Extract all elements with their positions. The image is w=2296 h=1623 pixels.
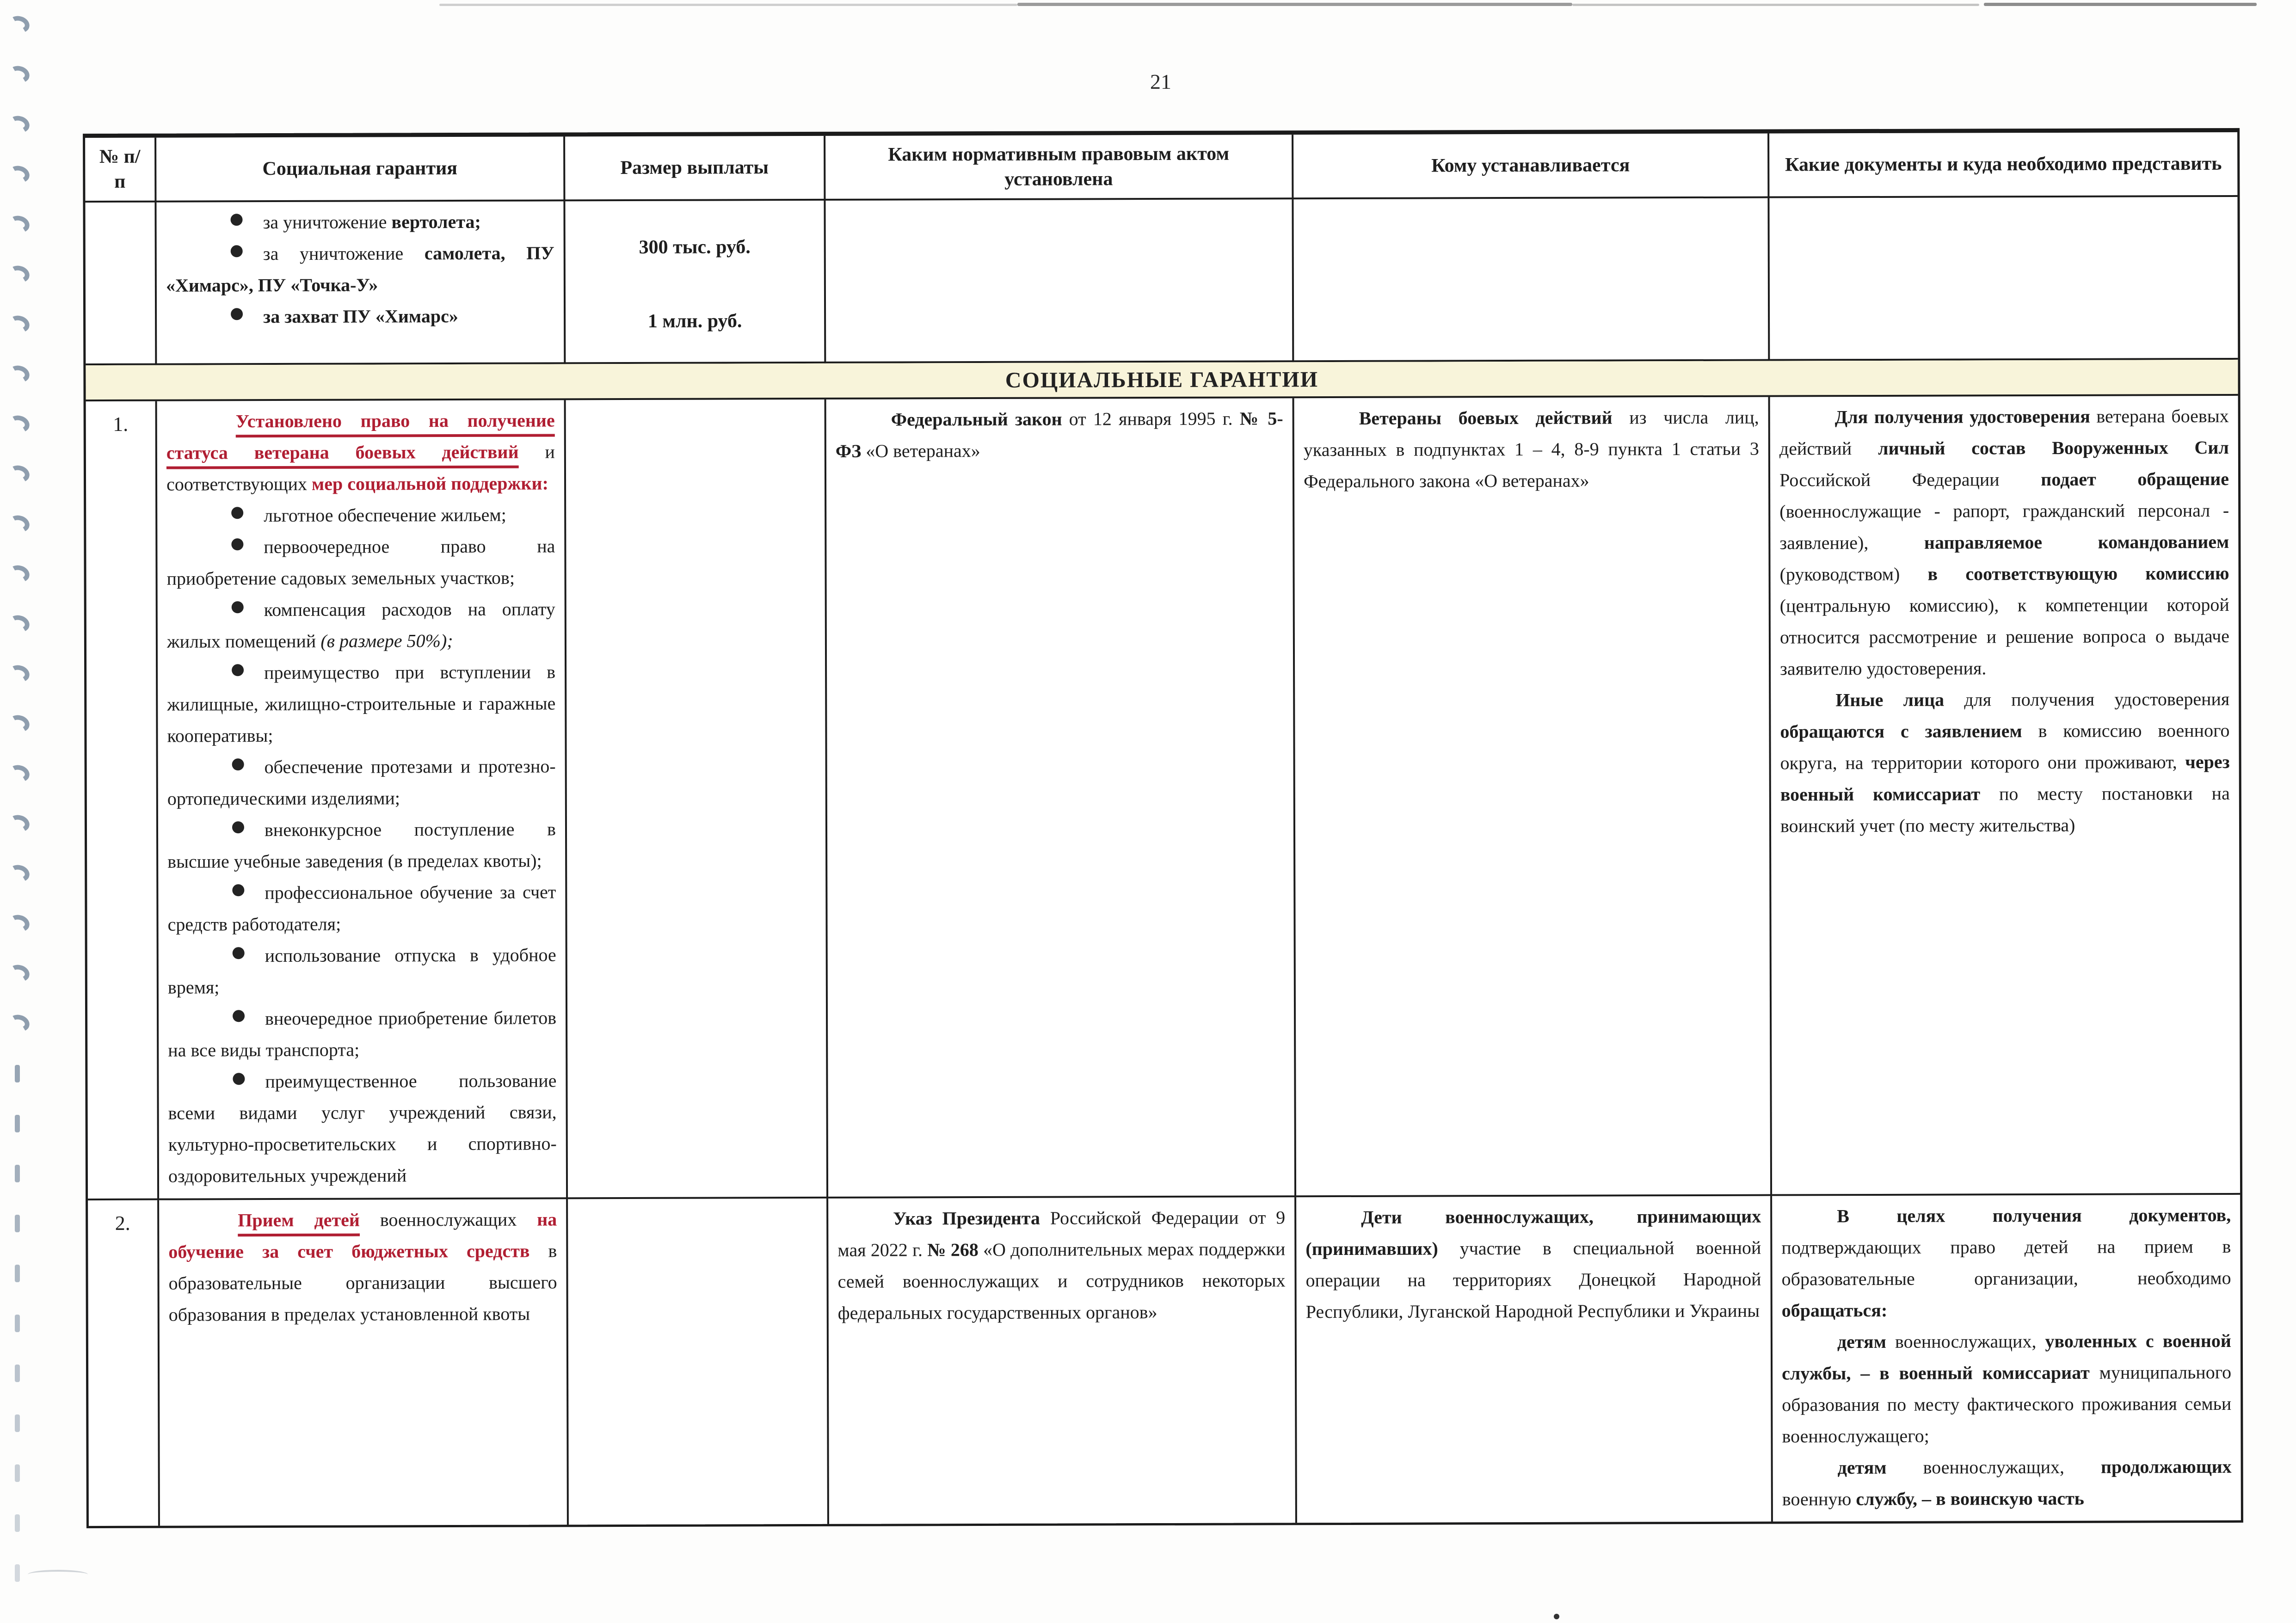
bullet-item	[167, 750, 556, 814]
header-cell-guarantee: Социальная гарантия	[156, 136, 565, 202]
text-segment: продолжающих	[2100, 1456, 2232, 1477]
text-segment: внеконкурсное поступление в высшие учебные заведения (в пределах квоты);	[167, 818, 556, 872]
spiral-binding-mark	[6, 1013, 31, 1034]
spiral-binding-mark	[6, 363, 31, 385]
spiral-binding-mark	[6, 64, 31, 85]
text-segment: (центральную комиссию), к компетенции которой относится рассмотрение и решение вопроса о выдаче заявителю удостоверения.	[1779, 594, 2229, 679]
bullet-dot-icon	[231, 245, 243, 257]
text-segment: участие в специальной военной операции на территориях Донецкой Народной Республики, Луганской Народной Республики и Украины	[1305, 1237, 1761, 1322]
spiral-binding-mark	[6, 114, 31, 135]
bullet-item	[167, 656, 556, 751]
row-cont-guarantee-cell	[156, 201, 566, 365]
spiral-binding-mark	[6, 413, 31, 435]
spiral-binding-mark	[15, 1464, 20, 1482]
bullet-dot-icon	[232, 884, 244, 896]
text-segment: военную	[1782, 1488, 1856, 1510]
row-1-guarantee-cell	[157, 400, 568, 1200]
bullet-dot-icon	[232, 821, 244, 833]
row-cont-documents-cell	[1769, 197, 2238, 361]
bullet-dot-icon	[233, 1010, 245, 1022]
scan-artifact-line	[439, 4, 1017, 6]
text-segment: подтверждающих право детей на прием в образовательные организации, необходимо	[1781, 1236, 2231, 1290]
bullet-item	[166, 237, 554, 301]
bullet-item	[167, 813, 556, 877]
bullet-dot-icon	[232, 758, 244, 770]
text-segment: самолета, ПУ «Химарс», ПУ «Точка-У»	[166, 242, 554, 296]
bullet-item	[166, 499, 555, 531]
pencil-smudge	[28, 1570, 88, 1579]
scan-artifact-line	[1017, 3, 1572, 6]
spiral-binding-mark	[6, 463, 31, 485]
spiral-binding-mark	[6, 813, 31, 834]
text-segment: военнослужащих,	[1886, 1456, 2101, 1478]
spiral-binding-mark	[6, 214, 31, 235]
text-segment: направляемое командованием	[1924, 531, 2229, 553]
bullet-dot-icon	[233, 1073, 245, 1085]
text-segment: уволенных с военной службы, – в военный комиссариат	[1782, 1330, 2231, 1384]
spiral-binding-mark	[6, 164, 31, 185]
row-2-guarantee-cell	[159, 1199, 569, 1525]
bullet-item	[167, 876, 556, 940]
bullet-dot-icon	[232, 601, 244, 613]
spiral-binding-mark	[6, 763, 31, 784]
text-segment: Прием детей	[238, 1209, 360, 1231]
page-number: 21	[1150, 70, 1171, 93]
text-segment: в образовательные организации высшего образования в пределах установленной квоты	[168, 1240, 557, 1325]
row-2-guarantee-heading	[168, 1204, 557, 1330]
spiral-binding-marks	[0, 0, 42, 1623]
paragraph	[1781, 1199, 2231, 1327]
row-cont-legal-act-cell	[825, 199, 1294, 363]
bullet-dot-icon	[232, 664, 244, 676]
spiral-binding-mark	[6, 264, 31, 285]
spiral-binding-mark	[6, 613, 31, 634]
text-segment: (военнослужащие - рапорт, гражданский персонал - заявление),	[1779, 499, 2229, 553]
spiral-binding-mark	[15, 1315, 20, 1332]
text-segment: детям	[1837, 1331, 1886, 1352]
bullet-item	[166, 300, 554, 332]
row-1-recipients-cell	[1294, 397, 1773, 1198]
row-2-recipients-cell	[1296, 1196, 1773, 1523]
payment-amount: 300 тыс. руб.	[639, 236, 751, 258]
paragraph	[1782, 1451, 2232, 1515]
spiral-binding-mark	[15, 1365, 20, 1382]
bullet-dot-icon	[231, 214, 243, 226]
section-banner: СОЦИАЛЬНЫЕ ГАРАНТИИ	[86, 360, 2238, 401]
text-segment: из числа лиц, указанных в подпунктах 1 – 4, 8-9 пункта 1 статьи 3 Федерального закона «О ветеранах»	[1303, 406, 1759, 492]
text-segment: Дети военнослужащих, принимающих (принимавших)	[1305, 1205, 1761, 1260]
text-segment: (в размере 50%);	[320, 630, 453, 652]
text-segment: компенсация расходов на оплату жилых помещений	[166, 598, 555, 652]
text-segment: ветерана боевых действий	[1779, 405, 2229, 459]
text-segment: использование отпуска в удобное время;	[167, 944, 556, 998]
text-segment: льготное обеспечение жильем;	[264, 504, 506, 526]
row-1-legal-act-cell	[826, 398, 1297, 1199]
text-segment: военнослужащих	[359, 1209, 537, 1230]
bullet-item	[166, 530, 555, 594]
text-segment: преимущество при вступлении в жилищные, жилищно-строительные и гаражные кооперативы;	[167, 661, 556, 746]
spiral-binding-mark	[6, 713, 31, 734]
text-segment: за уничтожение	[263, 211, 392, 233]
row-1-num-cell: 1.	[86, 401, 160, 1200]
bullet-dot-icon	[231, 308, 243, 320]
text-segment: Для получения удостоверения	[1834, 406, 2090, 428]
header-cell-num: № п/п	[85, 138, 156, 203]
text-segment: и соответствующих	[166, 441, 555, 495]
text-segment: профессиональное обучение за счет средств работодателя;	[167, 881, 556, 935]
spiral-binding-mark	[6, 563, 31, 584]
social-guarantees-table	[83, 128, 2243, 1528]
spiral-binding-mark	[15, 1115, 20, 1132]
text-segment: «О ветеранах»	[861, 440, 980, 461]
text-segment: мер социальной поддержки:	[311, 473, 548, 494]
header-cell-documents: Какие документы и куда необходимо представить	[1769, 132, 2237, 198]
scan-artifact-line	[1984, 3, 2257, 6]
text-segment: Иные лица	[1835, 689, 1945, 711]
text-segment: муниципального образования по месту фактического проживания семьи военнослужащего;	[1782, 1361, 2232, 1447]
bullet-dot-icon	[231, 538, 243, 550]
row-cont-num-cell	[85, 203, 157, 365]
spiral-binding-mark	[6, 14, 31, 35]
text-segment: «О дополнительных мерах поддержки семей военнослужащих и сотрудников некоторых федеральных государственных органов»	[837, 1238, 1286, 1323]
header-cell-payment: Размер выплаты	[565, 136, 825, 201]
row-cont-recipients-cell	[1293, 198, 1770, 363]
text-segment: по месту постановки на воинский учет (по месту жительства)	[1780, 782, 2230, 836]
text-segment: Федеральный закон	[891, 408, 1062, 430]
bullet-item	[167, 593, 555, 657]
text-segment: подает обращение	[2041, 468, 2229, 490]
row-1-recipients-text	[1304, 402, 1760, 498]
row-2-recipients-text	[1305, 1201, 1761, 1328]
text-segment: вертолета;	[391, 211, 481, 233]
text-segment: Указ Президента	[893, 1207, 1040, 1229]
row-1-payment-cell	[566, 400, 829, 1199]
row-2-num-cell: 2.	[88, 1200, 160, 1526]
row-cont-payment-cell	[565, 201, 826, 364]
text-segment: № 268	[927, 1239, 979, 1260]
spiral-binding-mark	[6, 863, 31, 884]
paragraph	[1782, 1325, 2232, 1452]
spiral-binding-mark	[6, 963, 31, 984]
spiral-binding-mark	[15, 1215, 20, 1232]
text-segment: № 5-ФЗ	[835, 408, 1283, 461]
text-segment: в комиссию военного округа, на территории которого они проживают,	[1780, 719, 2230, 774]
text-segment: обеспечение протезами и протезно-ортопедическими изделиями;	[167, 756, 556, 809]
spiral-binding-mark	[15, 1065, 20, 1082]
paragraph	[1780, 683, 2230, 842]
row-1-guarantee-bullets	[166, 499, 557, 1192]
text-segment: службу, – в воинскую часть	[1856, 1488, 2084, 1510]
text-segment: для получения удостоверения	[1944, 688, 2230, 710]
bullet-dot-icon	[231, 507, 243, 519]
row-1-legal-act-text	[836, 403, 1283, 467]
spiral-binding-mark	[6, 663, 31, 684]
text-segment: Российской Федерации	[1779, 469, 2041, 491]
text-segment: обращаться:	[1781, 1299, 1888, 1321]
text-segment: преимущественное пользование всеми видами услуг учреждений связи, культурно-просветительских и спортивно-оздоровительных учреждений	[168, 1070, 557, 1187]
text-segment: детям	[1837, 1457, 1887, 1478]
text-segment: первоочередное право на приобретение садовых земельных участков;	[166, 535, 555, 589]
text-segment: от 12 января 1995 г.	[1062, 408, 1240, 430]
spiral-binding-mark	[15, 1564, 20, 1582]
payment-amount: 1 млн. руб.	[647, 310, 742, 332]
spiral-binding-mark	[15, 1265, 20, 1282]
row-2-legal-act-cell	[828, 1197, 1297, 1524]
bullet-dot-icon	[233, 947, 245, 959]
spiral-binding-mark	[15, 1414, 20, 1432]
row-2-documents-cell	[1772, 1195, 2241, 1522]
text-segment: внеочередное приобретение билетов на все виды транспорта;	[168, 1007, 557, 1061]
ink-speck	[1554, 1614, 1559, 1619]
spiral-binding-mark	[6, 314, 31, 335]
bullet-item	[168, 1002, 556, 1066]
spiral-binding-mark	[6, 913, 31, 934]
bullet-item	[168, 1065, 557, 1192]
row-2-payment-cell	[568, 1199, 829, 1525]
text-segment: на обучение за счет бюджетных средств	[168, 1209, 557, 1262]
header-cell-recipients: Кому устанавливается	[1293, 134, 1769, 200]
row-1-guarantee-heading	[166, 405, 555, 500]
paragraph	[1779, 400, 2230, 685]
text-segment: обращаются с заявлением	[1780, 720, 2022, 742]
text-segment: через военный комиссариат	[1780, 751, 2230, 805]
spiral-binding-mark	[15, 1165, 20, 1182]
text-segment: В целях получения документов,	[1837, 1204, 2231, 1227]
bullet-item	[168, 939, 556, 1003]
spiral-binding-mark	[6, 513, 31, 535]
row-1-documents-cell	[1770, 396, 2241, 1196]
header-cell-legal-act: Каким нормативным правовым актом установлена	[825, 135, 1293, 201]
text-segment: в соответствующую комиссию	[1927, 562, 2229, 584]
row-2-legal-act-text	[837, 1202, 1286, 1329]
text-segment: за уничтожение	[263, 243, 425, 264]
text-segment: (руководством)	[1779, 563, 1928, 585]
text-segment: личный состав Вооруженных Сил	[1878, 436, 2229, 459]
text-segment: Установлено право на получение статуса ветерана боевых действий	[166, 410, 555, 463]
scan-artifact-line	[1572, 4, 1979, 6]
spiral-binding-mark	[15, 1514, 20, 1532]
text-segment: военнослужащих,	[1886, 1331, 2045, 1352]
bullet-item	[166, 206, 554, 238]
text-segment: за захват ПУ «Химарс»	[263, 305, 458, 327]
text-segment: Российской Федерации от 9 мая 2022 г.	[837, 1207, 1286, 1260]
text-segment: Ветераны боевых действий	[1359, 407, 1613, 429]
